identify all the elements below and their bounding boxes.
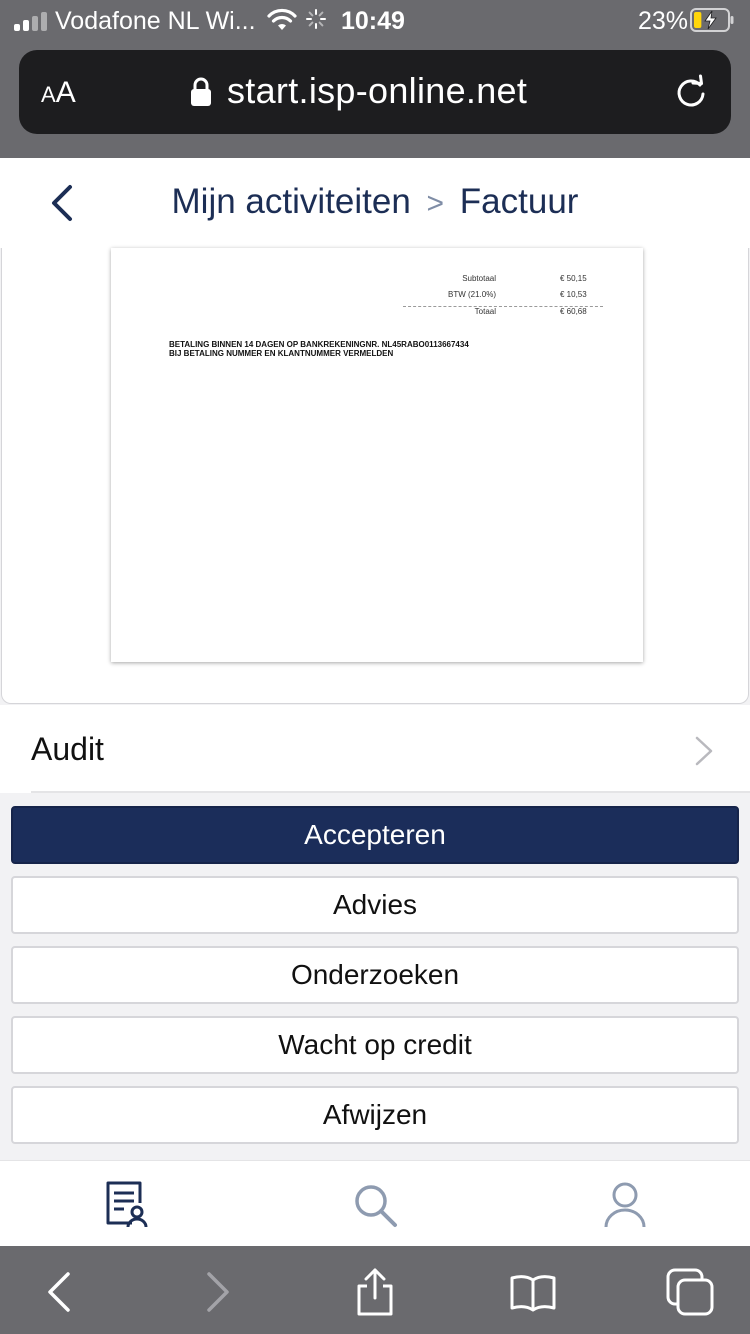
investigate-button[interactable]: Onderzoeken [11, 946, 739, 1004]
breadcrumb-parent[interactable]: Mijn activiteiten [171, 182, 411, 221]
bookmarks-icon[interactable] [509, 1268, 557, 1316]
document-viewer[interactable] [1, 248, 749, 704]
breadcrumb-current: Factuur [459, 182, 579, 221]
breadcrumb [0, 182, 750, 222]
tabs-icon[interactable] [666, 1268, 714, 1316]
accept-button[interactable]: Accepteren [11, 806, 739, 864]
payment-line: BETALING BINNEN 14 DAGEN OP BANKREKENINGNR. NL45RABO0113667434 [169, 340, 469, 349]
totals-value: € 60,68 [560, 307, 587, 316]
totals-value: € 10,53 [560, 290, 587, 299]
search-icon[interactable] [351, 1179, 399, 1231]
address-bar[interactable] [19, 50, 731, 134]
page-header [0, 158, 750, 248]
text-size-button[interactable]: AA [41, 76, 76, 109]
chevron-right-icon [692, 735, 716, 767]
totals-row [403, 274, 603, 290]
app-tab-bar [0, 1160, 750, 1246]
share-icon[interactable] [351, 1268, 399, 1316]
battery-percentage: 23% [638, 7, 689, 35]
url-text[interactable]: start.isp-online.net [227, 70, 528, 111]
totals-label: Totaal [474, 307, 496, 316]
payment-instructions [169, 340, 469, 358]
wifi-icon [266, 8, 298, 32]
browser-forward-icon[interactable] [193, 1268, 241, 1316]
await-credit-button[interactable]: Wacht op credit [11, 1016, 739, 1074]
invoice-totals [403, 274, 603, 322]
cell-signal-icon [14, 11, 48, 31]
totals-label: BTW (21.0%) [447, 290, 496, 299]
activities-icon[interactable] [102, 1179, 150, 1231]
status-bar [0, 0, 750, 44]
totals-row [403, 306, 603, 322]
totals-row [403, 290, 603, 306]
battery-charging-icon [690, 8, 734, 32]
carrier-name: Vodafone NL Wi... [55, 7, 256, 35]
totals-label: Subtotaal [462, 274, 496, 283]
invoice-page [111, 248, 643, 662]
profile-icon[interactable] [601, 1179, 649, 1231]
breadcrumb-separator: > [426, 187, 445, 220]
reload-icon[interactable] [673, 74, 709, 110]
reject-button[interactable]: Afwijzen [11, 1086, 739, 1144]
payment-line: BIJ BETALING NUMMER EN KLANTNUMMER VERMELDEN [169, 349, 394, 358]
browser-toolbar [0, 1246, 750, 1334]
lock-icon [189, 76, 213, 108]
loading-spinner-icon [305, 8, 327, 30]
action-buttons [0, 795, 750, 1160]
browser-top-chrome [0, 0, 750, 158]
audit-row[interactable] [0, 705, 750, 793]
advice-button[interactable]: Advies [11, 876, 739, 934]
totals-value: € 50,15 [560, 274, 587, 283]
divider [31, 791, 750, 793]
clock: 10:49 [341, 7, 405, 35]
audit-label: Audit [31, 731, 104, 767]
browser-back-icon[interactable] [36, 1268, 84, 1316]
